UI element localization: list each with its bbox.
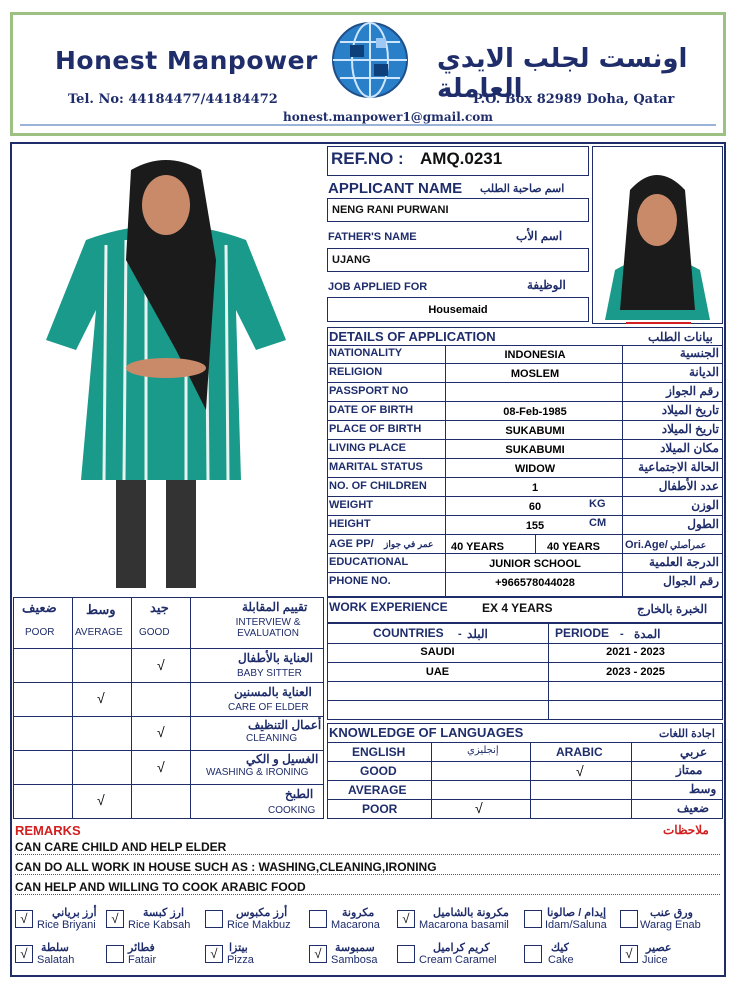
food-checkbox[interactable]: √ bbox=[397, 910, 415, 928]
weight-unit: KG bbox=[589, 498, 606, 510]
age-ori-value: 40 YEARS bbox=[547, 541, 600, 553]
company-name-en: Honest Manpower bbox=[55, 46, 318, 75]
arabic-mark: √ bbox=[576, 763, 584, 779]
arabic-header: ARABIC bbox=[556, 745, 603, 759]
skill-label: CLEANING bbox=[246, 733, 298, 744]
food-checkbox[interactable] bbox=[205, 910, 223, 928]
skill-label: BABY SITTER bbox=[237, 668, 302, 679]
food-label-ar: كريم كراميل bbox=[433, 942, 490, 954]
details-title: DETAILS OF APPLICATION bbox=[329, 329, 496, 344]
interview-row-sep bbox=[13, 784, 324, 785]
skill-rating-mark: √ bbox=[97, 792, 105, 808]
company-phone: Tel. No: 44184477/44184472 bbox=[68, 92, 278, 107]
education-label: EDUCATIONAL bbox=[329, 556, 409, 568]
company-pobox: P.O. Box 82989 Doha, Qatar bbox=[473, 92, 675, 107]
english-header-ar: إنجليزي bbox=[467, 745, 499, 756]
job-value: Housemaid bbox=[428, 304, 488, 316]
detail-label: PLACE OF BIRTH bbox=[329, 423, 422, 435]
food-label-ar: أرز مكبوس bbox=[236, 907, 288, 919]
average-header: AVERAGE bbox=[75, 627, 123, 638]
remark-line: CAN HELP AND WILLING TO COOK ARABIC FOOD bbox=[15, 880, 720, 895]
language-level-ar: وسط bbox=[689, 782, 717, 796]
detail-value: INDONESIA bbox=[504, 349, 566, 361]
skill-rating-mark: √ bbox=[97, 690, 105, 706]
interview-row-sep bbox=[13, 648, 324, 649]
detail-row bbox=[327, 402, 723, 421]
languages-row-sep bbox=[327, 799, 723, 800]
food-checkbox[interactable]: √ bbox=[620, 945, 638, 963]
countries-row-sep bbox=[327, 662, 723, 663]
father-name: UJANG bbox=[332, 254, 371, 266]
languages-col-sep bbox=[431, 742, 432, 819]
food-label: Rice Makbuz bbox=[227, 919, 291, 931]
period-header: PERIODE bbox=[555, 626, 610, 640]
food-label-ar: إيدام / صالونا bbox=[547, 907, 607, 919]
ref-label: REF.NO : bbox=[331, 149, 404, 168]
company-email[interactable]: honest.manpower1@gmail.com bbox=[283, 110, 493, 124]
skill-rating-mark: √ bbox=[157, 724, 165, 740]
interview-row-sep bbox=[13, 716, 324, 717]
food-checkbox[interactable] bbox=[524, 910, 542, 928]
food-label: Juice bbox=[642, 954, 668, 966]
age-col-sep bbox=[535, 535, 536, 554]
detail-label: NATIONALITY bbox=[329, 347, 403, 359]
age-ori-label: Ori.Age/ bbox=[625, 539, 668, 551]
food-label-ar: كيك bbox=[551, 942, 569, 954]
age-ori-label-ar: عمرأصلي bbox=[670, 540, 707, 550]
detail-row bbox=[327, 440, 723, 459]
detail-row bbox=[327, 345, 723, 364]
father-name-label: FATHER'S NAME bbox=[328, 231, 417, 243]
languages-title-ar: اجادة اللغات bbox=[659, 728, 715, 740]
countries-header: COUNTRIES bbox=[373, 626, 444, 640]
education-label-ar: الدرجة العلمية bbox=[648, 555, 719, 569]
language-level: AVERAGE bbox=[348, 783, 407, 797]
english-header: ENGLISH bbox=[352, 745, 406, 759]
detail-value: SUKABUMI bbox=[505, 444, 565, 456]
globe-logo-icon bbox=[330, 20, 410, 100]
poor-header: POOR bbox=[25, 627, 55, 638]
detail-row bbox=[327, 516, 723, 535]
detail-row bbox=[327, 478, 723, 497]
skill-label: COOKING bbox=[268, 805, 316, 816]
detail-value: MOSLEM bbox=[510, 368, 560, 380]
food-checkbox[interactable]: √ bbox=[309, 945, 327, 963]
period-sep: - bbox=[620, 628, 624, 640]
average-header-ar: وسط bbox=[86, 602, 116, 617]
experience-period: 2023 - 2025 bbox=[606, 666, 665, 678]
detail-label-ar: تاريخ الميلاد bbox=[661, 403, 719, 417]
detail-value: WIDOW bbox=[514, 463, 556, 475]
age-row bbox=[327, 535, 723, 554]
food-label-ar: سمبوسة bbox=[335, 942, 375, 954]
detail-label-ar: الحالة الاجتماعية bbox=[638, 460, 719, 474]
detail-value: 155 bbox=[525, 520, 545, 532]
experience-label: WORK EXPERIENCE bbox=[329, 600, 448, 614]
job-label: JOB APPLIED FOR bbox=[328, 281, 428, 293]
food-label-ar: أرز برياني bbox=[52, 907, 97, 919]
skill-label: CARE OF ELDER bbox=[228, 702, 309, 713]
detail-label: LIVING PLACE bbox=[329, 442, 407, 454]
skill-label-ar: الطبخ bbox=[285, 787, 314, 801]
evaluation-header: INTERVIEW & EVALUATION bbox=[235, 617, 301, 639]
food-label-ar: فطائر bbox=[128, 942, 155, 954]
food-checkbox[interactable] bbox=[397, 945, 415, 963]
phone-label: PHONE NO. bbox=[329, 575, 391, 587]
food-checkbox[interactable] bbox=[106, 945, 124, 963]
remark-line: CAN CARE CHILD AND HELP ELDER bbox=[15, 840, 720, 855]
experience-country: UAE bbox=[425, 666, 450, 678]
food-label: Rice Briyani bbox=[37, 919, 96, 931]
education-value: JUNIOR SCHOOL bbox=[489, 558, 581, 570]
interview-row-sep bbox=[13, 682, 324, 683]
food-checkbox[interactable]: √ bbox=[15, 910, 33, 928]
header-divider bbox=[20, 124, 716, 126]
remarks-label-ar: ملاحظات bbox=[663, 823, 709, 837]
food-label-ar: بيتزا bbox=[229, 942, 248, 954]
detail-label-ar: الطول bbox=[687, 517, 719, 531]
evaluation-header-ar: تقييم المقابلة bbox=[242, 600, 308, 614]
detail-label-ar: تاريخ الميلاد bbox=[661, 422, 719, 436]
food-label: Cream Caramel bbox=[419, 954, 497, 966]
detail-row bbox=[327, 364, 723, 383]
remarks-label: REMARKS bbox=[15, 823, 81, 838]
food-label: Idam/Saluna bbox=[545, 919, 607, 931]
detail-label: DATE OF BIRTH bbox=[329, 404, 414, 416]
food-checkbox[interactable] bbox=[524, 945, 542, 963]
remark-line: CAN DO ALL WORK IN HOUSE SUCH AS : WASHING,CLEANING,IRONING bbox=[15, 860, 720, 875]
interview-col-sep-1 bbox=[72, 597, 73, 819]
countries-header-ar: البلد bbox=[467, 627, 488, 641]
countries-row-sep bbox=[327, 700, 723, 701]
detail-label-ar: الديانة bbox=[688, 365, 719, 379]
skill-label-ar: الغسيل و الكي bbox=[246, 752, 319, 766]
food-label-ar: ورق عنب bbox=[650, 907, 693, 919]
job-label-ar: الوظيفة bbox=[527, 278, 566, 292]
food-label: Rice Kabsah bbox=[128, 919, 191, 931]
languages-row-sep bbox=[327, 780, 723, 781]
skill-rating-mark: √ bbox=[157, 759, 165, 775]
poor-header-ar: ضعيف bbox=[22, 600, 57, 615]
interview-row-sep bbox=[13, 750, 324, 751]
language-level: GOOD bbox=[360, 764, 397, 778]
education-row bbox=[327, 554, 723, 573]
food-checkbox[interactable]: √ bbox=[15, 945, 33, 963]
detail-label-ar: الوزن bbox=[691, 498, 719, 512]
languages-col-sep bbox=[530, 742, 531, 819]
detail-row bbox=[327, 421, 723, 440]
age-pp-label: AGE PP/ bbox=[329, 538, 374, 550]
languages-col-sep bbox=[631, 742, 632, 819]
detail-label: WEIGHT bbox=[329, 499, 373, 511]
arabic-header-ar: عربي bbox=[680, 745, 708, 759]
food-label: Macarona basamil bbox=[419, 919, 509, 931]
age-pp-label-ar: عمر في جواز bbox=[384, 539, 434, 549]
food-label-ar: مكرونة بالشاميل bbox=[433, 907, 509, 919]
full-body-photo bbox=[16, 150, 322, 588]
food-checkbox[interactable]: √ bbox=[205, 945, 223, 963]
father-name-label-ar: اسم الأب bbox=[516, 229, 563, 243]
detail-label: HEIGHT bbox=[329, 518, 371, 530]
detail-label-ar: الجنسية bbox=[679, 346, 719, 360]
experience-country: SAUDI bbox=[420, 646, 455, 658]
language-level-ar: ممتاز bbox=[676, 763, 703, 777]
experience-period: 2021 - 2023 bbox=[606, 646, 665, 658]
applicant-name: NENG RANI PURWANI bbox=[332, 204, 449, 216]
food-label: Macarona bbox=[331, 919, 380, 931]
details-title-ar: بيانات الطلب bbox=[648, 330, 713, 344]
food-label: Fatair bbox=[128, 954, 157, 966]
countries-row-sep bbox=[327, 681, 723, 682]
food-checkbox[interactable]: √ bbox=[106, 910, 124, 928]
phone-label-ar: رقم الجوال bbox=[663, 574, 719, 588]
good-header: GOOD bbox=[139, 627, 170, 638]
period-header-ar: المدة bbox=[634, 627, 661, 641]
age-pp-value: 40 YEARS bbox=[451, 541, 504, 553]
food-label: Cake bbox=[548, 954, 574, 966]
phone-row bbox=[327, 573, 723, 592]
languages-row-sep bbox=[327, 761, 723, 762]
detail-value: SUKABUMI bbox=[505, 425, 565, 437]
language-level-ar: ضعيف bbox=[677, 801, 710, 815]
detail-label-ar: عدد الأطفال bbox=[658, 479, 719, 493]
detail-label-ar: مكان الميلاد bbox=[660, 441, 719, 455]
food-label: Pizza bbox=[227, 954, 254, 966]
language-level: POOR bbox=[362, 802, 398, 816]
detail-row bbox=[327, 497, 723, 516]
food-label: Warag Enab bbox=[640, 919, 701, 931]
languages-title: KNOWLEDGE OF LANGUAGES bbox=[329, 725, 524, 740]
detail-label: NO. OF CHILDREN bbox=[329, 480, 427, 492]
height-unit: CM bbox=[589, 517, 607, 529]
detail-value: 1 bbox=[531, 482, 539, 494]
detail-label: MARITAL STATUS bbox=[329, 461, 423, 473]
languages-row-sep bbox=[327, 742, 723, 743]
english-mark: √ bbox=[475, 800, 483, 816]
ref-number: AMQ.0231 bbox=[420, 149, 503, 168]
food-label: Sambosa bbox=[331, 954, 378, 966]
applicant-name-label: APPLICANT NAME bbox=[328, 180, 463, 197]
skill-rating-mark: √ bbox=[157, 657, 165, 673]
food-label: Salatah bbox=[37, 954, 75, 966]
phone-value: +966578044028 bbox=[495, 577, 575, 589]
food-checkbox[interactable] bbox=[309, 910, 327, 928]
detail-value: 08-Feb-1985 bbox=[503, 406, 567, 418]
experience-label-ar: الخبرة بالخارج bbox=[637, 602, 708, 616]
applicant-name-label-ar: اسم صاحبة الطلب bbox=[480, 183, 565, 195]
detail-row bbox=[327, 459, 723, 478]
food-label-ar: عصير bbox=[646, 942, 672, 954]
food-checkbox[interactable] bbox=[620, 910, 638, 928]
food-label-ar: مكرونة bbox=[342, 907, 375, 919]
detail-label: PASSPORT NO bbox=[329, 385, 409, 397]
skill-label-ar: أعمال التنظيف bbox=[248, 718, 322, 732]
good-header-ar: جيد bbox=[150, 600, 169, 615]
portrait-underline bbox=[626, 322, 691, 324]
countries-sep: - bbox=[458, 628, 462, 640]
food-label-ar: سلطة bbox=[41, 942, 69, 954]
detail-row bbox=[327, 383, 723, 402]
portrait-photo bbox=[595, 150, 720, 320]
skill-label-ar: العناية بالأطفال bbox=[238, 651, 313, 665]
interview-col-sep-3 bbox=[190, 597, 191, 819]
skill-label: WASHING & IRONING bbox=[206, 767, 309, 778]
countries-row-sep bbox=[327, 643, 723, 644]
company-name-ar: اونست لجلب الايدي العاملة bbox=[437, 44, 688, 104]
food-label-ar: ارز كبسة bbox=[143, 907, 185, 919]
skill-label-ar: العناية بالمسنين bbox=[234, 685, 312, 699]
detail-label: RELIGION bbox=[329, 366, 383, 378]
experience-value: EX 4 YEARS bbox=[482, 601, 553, 615]
interview-col-sep-2 bbox=[131, 597, 132, 819]
detail-label-ar: رقم الجواز bbox=[666, 384, 719, 398]
detail-value: 60 bbox=[528, 501, 542, 513]
